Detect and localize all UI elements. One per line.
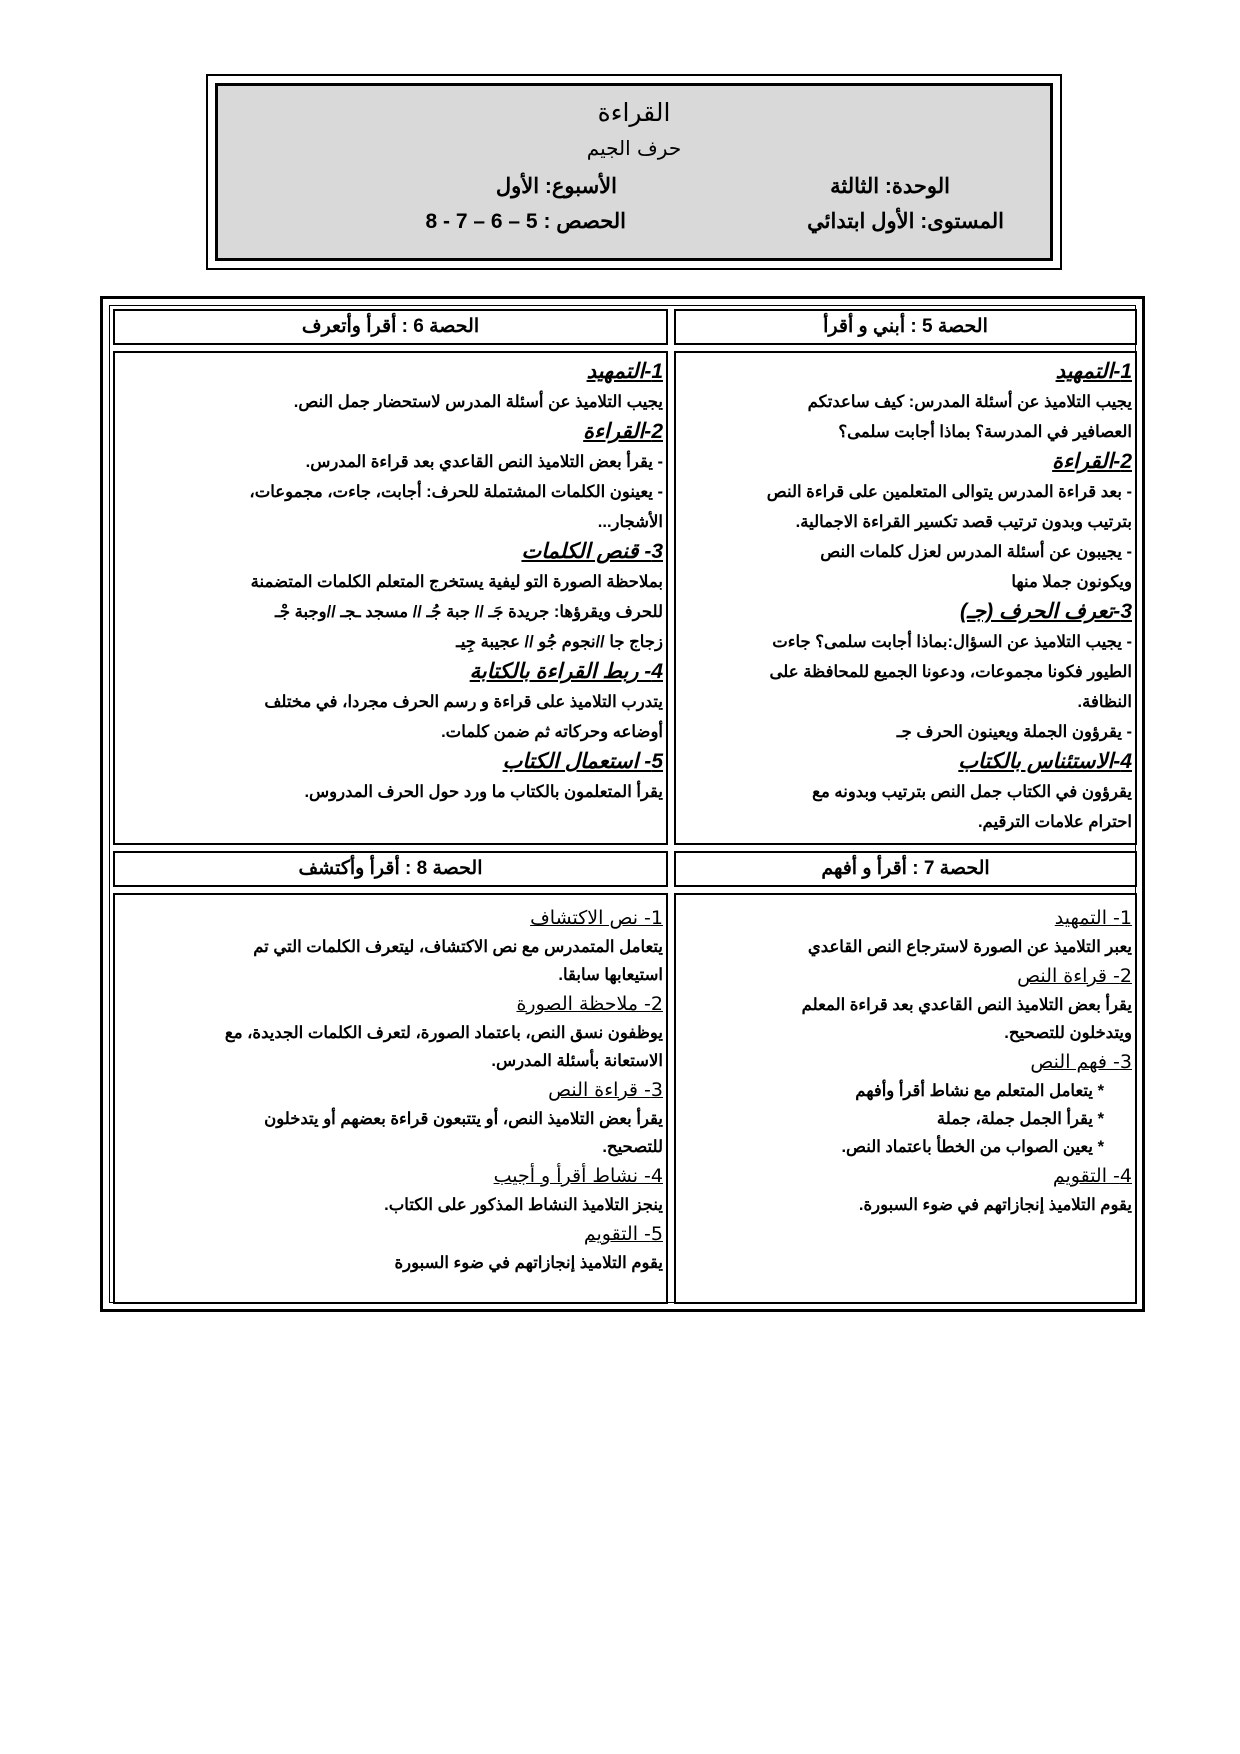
s6-step-2: 2-القراءة — [583, 420, 663, 443]
s7-line: يقرأ بعض التلاميذ النص القاعدي بعد قراءة المعلم — [801, 996, 1132, 1014]
s8-line: الاستعانة بأسئلة المدرس. — [491, 1052, 663, 1070]
s5-line: - يجيبون عن أسئلة المدرس لعزل كلمات النص — [820, 543, 1132, 561]
session6-content-cell — [113, 351, 668, 845]
session6-title: الحصة 6 : أقرأ وأتعرف — [301, 316, 480, 337]
s5-line: يقرؤون في الكتاب جمل النص بترتيب وبدونه مع — [812, 783, 1132, 801]
s7-step-2: 2- قراءة النص — [1017, 965, 1132, 987]
lesson-header — [206, 74, 1062, 270]
s5-line: احترام علامات الترقيم. — [977, 813, 1132, 831]
s5-line: العصافير في المدرسة؟ بماذا أجابت سلمى؟ — [838, 423, 1132, 441]
s7-step-1: 1- التمهيد — [1054, 907, 1132, 929]
session6-content — [123, 357, 663, 807]
session7-title-cell — [674, 851, 1137, 887]
s5-line: - يجيب التلاميذ عن السؤال:بماذا أجابت سلمى؟ جاءت — [772, 633, 1132, 651]
s5-step-4: 4-الاستئناس بالكتاب — [958, 750, 1132, 773]
s5-line: النظافة. — [1077, 693, 1132, 711]
s7-step-4: 4- التقويم — [1052, 1165, 1132, 1187]
session7-content-cell — [674, 893, 1137, 1304]
s7-step-3: 3- فهم النص — [1030, 1051, 1132, 1073]
sessions-grid-inner — [109, 305, 1136, 1303]
s6-line: بملاحظة الصورة التو ليفية يستخرج المتعلم الكلمات المتضمنة — [250, 573, 663, 591]
s5-line: ويكونون جملا منها — [1011, 573, 1132, 591]
s6-step-5: 5- استعمال الكتاب — [502, 750, 663, 773]
unit-label: الوحدة: الثالثة — [830, 175, 950, 198]
s7-line: يعبر التلاميذ عن الصورة لاسترجاع النص القاعدي — [807, 938, 1132, 956]
s6-line: - يقرأ بعض التلاميذ النص القاعدي بعد قراءة المدرس. — [305, 453, 663, 471]
session5-title-cell — [674, 309, 1137, 345]
s6-line: للحرف ويقرؤها: جريدة جَـ // جبة جُـ // مسجد ـجـ //وجبة جْـ — [275, 603, 663, 621]
s8-line: يوظفون نسق النص، باعتماد الصورة، لتعرف الكلمات الجديدة، مع — [224, 1024, 663, 1042]
s7-bullet: * يعين الصواب من الخطأ باعتماد النص. — [841, 1138, 1104, 1156]
s8-line: ينجز التلاميذ النشاط المذكور على الكتاب. — [384, 1196, 663, 1214]
s6-line: يجيب التلاميذ عن أسئلة المدرس لاستحضار جمل النص. — [293, 393, 663, 411]
session7-content — [684, 903, 1132, 1219]
s8-step-5: 5- التقويم — [583, 1223, 663, 1245]
sessions-grid — [100, 296, 1145, 1312]
s7-line: يقوم التلاميذ إنجازاتهم في ضوء السبورة. — [858, 1196, 1132, 1214]
s8-step-2: 2- ملاحظة الصورة — [516, 993, 663, 1015]
s8-line: يتعامل المتمدرس مع نص الاكتشاف، ليتعرف الكلمات التي تم — [253, 938, 663, 956]
session5-title: الحصة 5 : أبني و أقرأ — [823, 316, 988, 337]
s5-line: بترتيب وبدون ترتيب قصد تكسير القراءة الاجمالية. — [795, 513, 1132, 531]
s6-line: يقرأ المتعلمون بالكتاب ما ورد حول الحرف المدروس. — [304, 783, 663, 801]
lesson-title: القراءة — [597, 98, 671, 127]
session6-title-cell — [113, 309, 668, 345]
week-label: الأسبوع: الأول — [495, 175, 617, 198]
s8-line: يقوم التلاميذ إنجازاتهم في ضوء السبورة — [394, 1254, 663, 1272]
s7-bullet: * يتعامل المتعلم مع نشاط أقرأ وأفهم — [855, 1082, 1104, 1100]
session5-content — [684, 357, 1132, 837]
s5-line: الطيور فكونا مجموعات، ودعونا الجميع للمحافظة على — [769, 663, 1132, 681]
s5-line: يجيب التلاميذ عن أسئلة المدرس: كيف ساعدتكم — [807, 393, 1132, 411]
s5-line: - بعد قراءة المدرس يتوالى المتعلمين على قراءة النص — [766, 483, 1132, 501]
session8-title-cell — [113, 851, 668, 887]
session8-content — [123, 903, 663, 1277]
session7-title: الحصة 7 : أقرأ و أفهم — [821, 858, 990, 879]
s6-line: أوضاعه وحركاته ثم ضمن كلمات. — [441, 723, 663, 741]
s6-step-3: 3- قنص الكلمات — [521, 540, 663, 563]
s6-line: زجاج جا //نجوم جُو // عجيبة جِيـ — [456, 633, 663, 651]
s5-step-2: 2-القراءة — [1052, 450, 1132, 473]
s7-line: ويتدخلون للتصحيح. — [1004, 1024, 1132, 1042]
lesson-header-inner — [215, 83, 1053, 261]
s8-line: استيعابها سابقا. — [558, 966, 663, 984]
s6-line: الأشجار... — [597, 513, 663, 531]
session8-content-cell — [113, 893, 668, 1304]
s8-step-3: 3- قراءة النص — [548, 1079, 663, 1101]
s6-line: - يعينون الكلمات المشتملة للحرف: أجابت، جاءت، مجموعات، — [249, 483, 663, 501]
lesson-subtitle: حرف الجيم — [586, 136, 682, 160]
s5-step-3: 3-تعرف الحرف (جـ) — [960, 600, 1132, 623]
s6-step-1: 1-التمهيد — [586, 360, 663, 383]
s5-line: - يقرؤون الجملة ويعينون الحرف جـ — [896, 723, 1132, 741]
session8-title: الحصة 8 : أقرأ وأكتشف — [298, 858, 483, 879]
level-label: المستوى: الأول ابتدائي — [807, 210, 1004, 233]
s7-bullet: * يقرأ الجمل جملة، جملة — [936, 1110, 1104, 1128]
s8-step-1: 1- نص الاكتشاف — [530, 907, 663, 929]
sessions-label: الحصص : 5 – 6 – 7 - 8 — [425, 210, 626, 233]
session5-content-cell — [674, 351, 1137, 845]
s6-step-4: 4- ربط القراءة بالكتابة — [469, 660, 663, 683]
s8-step-4: 4- نشاط أقرأ و أجيب — [493, 1165, 663, 1187]
s6-line: يتدرب التلاميذ على قراءة و رسم الحرف مجردا، في مختلف — [264, 693, 663, 711]
s8-line: للتصحيح. — [602, 1138, 663, 1156]
s5-step-1: 1-التمهيد — [1055, 360, 1132, 383]
s8-line: يقرأ بعض التلاميذ النص، أو يتتبعون قراءة بعضهم أو يتدخلون — [264, 1110, 663, 1128]
